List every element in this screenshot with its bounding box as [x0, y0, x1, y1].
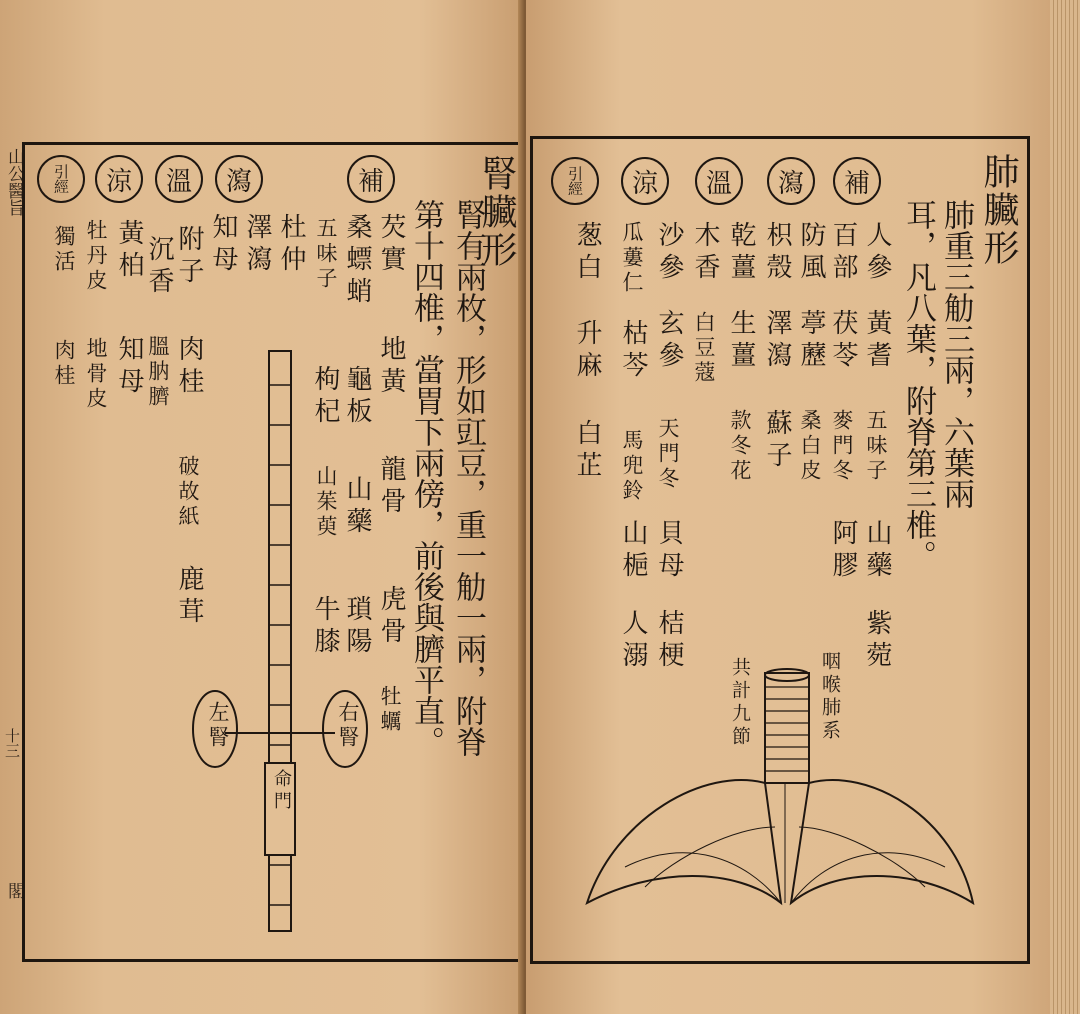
herb-rougui: 肉桂: [174, 335, 204, 399]
category-yinjing: 引經: [37, 155, 85, 203]
herb-fuzi: 附子: [174, 225, 204, 289]
category-wen: 溫: [695, 157, 743, 205]
label-right-kidney: 右腎: [336, 701, 360, 751]
lung-diagram: [585, 667, 975, 919]
herb-fuling: 茯苓: [828, 309, 858, 373]
herb-wanaqi: 膃肭臍: [146, 335, 170, 410]
category-liang: 涼: [95, 155, 143, 203]
herb-wuweizi: 五味子: [864, 409, 888, 484]
herb-baidoukou: 白豆蔻: [692, 311, 716, 386]
label-nine-sections: 共計九節: [729, 657, 751, 749]
herb-hugu: 虎骨: [376, 585, 406, 649]
herb-tianmendong: 天門冬: [656, 417, 680, 492]
herb-longgu: 龍骨: [376, 455, 406, 519]
lung-description-line-1: 肺重三觔三兩，六葉兩: [938, 199, 974, 509]
label-mingmen: 命門: [271, 769, 292, 813]
herb-xuanshen: 玄參: [654, 309, 684, 373]
herb-shashen: 沙參: [654, 221, 684, 285]
herb-shanyao: 山藥: [862, 519, 892, 583]
margin-bottom-mark: 閣: [4, 882, 24, 899]
label-left-kidney: 左腎: [206, 701, 230, 751]
category-bu: 補: [347, 155, 395, 203]
herb-zhimu-liang: 知母: [114, 335, 144, 399]
kidney-description-line-2: 第十四椎，當胃下兩傍，前後與臍平直。: [408, 199, 444, 757]
kidney-diagram: [195, 345, 365, 945]
herb-sangpiaoxiao: 桑螵蛸: [342, 213, 372, 309]
category-yinjing: 引經: [551, 157, 599, 205]
herb-kuqin: 枯芩: [618, 319, 648, 383]
herb-congbai: 葱白: [572, 221, 602, 285]
herb-fangfeng: 防風: [796, 221, 826, 285]
herb-baizhi: 白芷: [572, 419, 602, 483]
herb-suzi: 蘇子: [762, 409, 792, 473]
herb-muli: 牡蠣: [378, 685, 402, 735]
left-page: [0, 0, 524, 1014]
herb-suoyang: 瑣陽: [342, 595, 372, 659]
herb-shengma: 升麻: [572, 319, 602, 383]
herb-shengjiang: 生薑: [726, 309, 756, 373]
category-xie: 瀉: [767, 157, 815, 205]
herb-ganjiang: 乾薑: [726, 221, 756, 285]
herb-gualouren: 瓜蔞仁: [620, 221, 644, 296]
category-bu: 補: [833, 157, 881, 205]
herb-huangqi: 黃耆: [862, 309, 892, 373]
herb-gouqi: 枸杞: [310, 365, 340, 429]
lung-title: 肺臟形: [978, 153, 1019, 267]
herb-shanzhuyu: 山茱萸: [314, 465, 338, 540]
label-throat-lung-system: 咽喉肺系: [819, 651, 841, 743]
herb-zhiqiao: 枳殼: [762, 221, 792, 285]
kidney-title: 腎臟形: [476, 155, 517, 269]
herb-poguzhi: 破故紙: [176, 455, 200, 530]
herb-wuweizi: 五味子: [314, 217, 338, 292]
herb-zhimu-wen: 知母: [208, 213, 238, 277]
herb-rougui-yin: 肉桂: [52, 339, 76, 389]
category-liang: 涼: [621, 157, 669, 205]
herb-muxiang: 木香: [690, 221, 720, 285]
herb-jiegeng: 桔梗: [654, 609, 684, 673]
herb-kuandonghua: 款冬花: [728, 409, 752, 484]
herb-digupi: 地骨皮: [84, 337, 108, 412]
herb-ziwan: 紫菀: [862, 609, 892, 673]
herb-shanzhi: 山梔: [618, 519, 648, 583]
herb-zexie: 澤瀉: [242, 213, 272, 277]
herb-lurong: 鹿茸: [174, 565, 204, 629]
margin-folio: 十三: [3, 728, 21, 758]
kidney-description-line-1: 腎有兩枚，形如豇豆，重一觔一兩，附脊: [450, 199, 486, 757]
herb-mudanpi: 牡丹皮: [84, 219, 108, 294]
right-page: [526, 0, 1050, 1014]
right-page-frame: [530, 136, 1030, 964]
herb-duzhong: 杜仲: [276, 213, 306, 277]
category-wen: 溫: [155, 155, 203, 203]
herb-ejiao: 阿膠: [828, 519, 858, 583]
herb-renshen: 人參: [862, 221, 892, 285]
herb-zexie: 澤瀉: [762, 309, 792, 373]
herb-chenxiang: 沉香: [144, 235, 174, 299]
left-page-frame: [22, 142, 522, 962]
herb-dihuang: 地黃: [376, 335, 406, 399]
herb-madouling: 馬兜鈴: [620, 429, 644, 504]
herb-sangbaipi: 桑白皮: [798, 409, 822, 484]
herb-huangbai: 黃柏: [114, 219, 144, 283]
herb-shanyao: 山藥: [342, 475, 372, 539]
herb-niuxi: 牛膝: [310, 595, 340, 659]
lung-description-line-2: 耳，凡八葉，附脊第三椎。: [900, 199, 936, 571]
herb-qianshi: 芡實: [376, 213, 406, 277]
herb-baibu: 百部: [828, 221, 858, 285]
category-xie: 瀉: [215, 155, 263, 203]
herb-renni: 人溺: [618, 609, 648, 673]
herb-maimendong: 麥門冬: [830, 409, 854, 484]
page-edge: [1050, 0, 1080, 1014]
herb-beimu: 貝母: [654, 519, 684, 583]
herb-guiban: 龜板: [342, 365, 372, 429]
herb-tingli: 葶藶: [796, 309, 826, 373]
margin-edge-title: 山公醫旨: [4, 148, 24, 216]
herb-duhuo: 獨活: [52, 225, 76, 275]
